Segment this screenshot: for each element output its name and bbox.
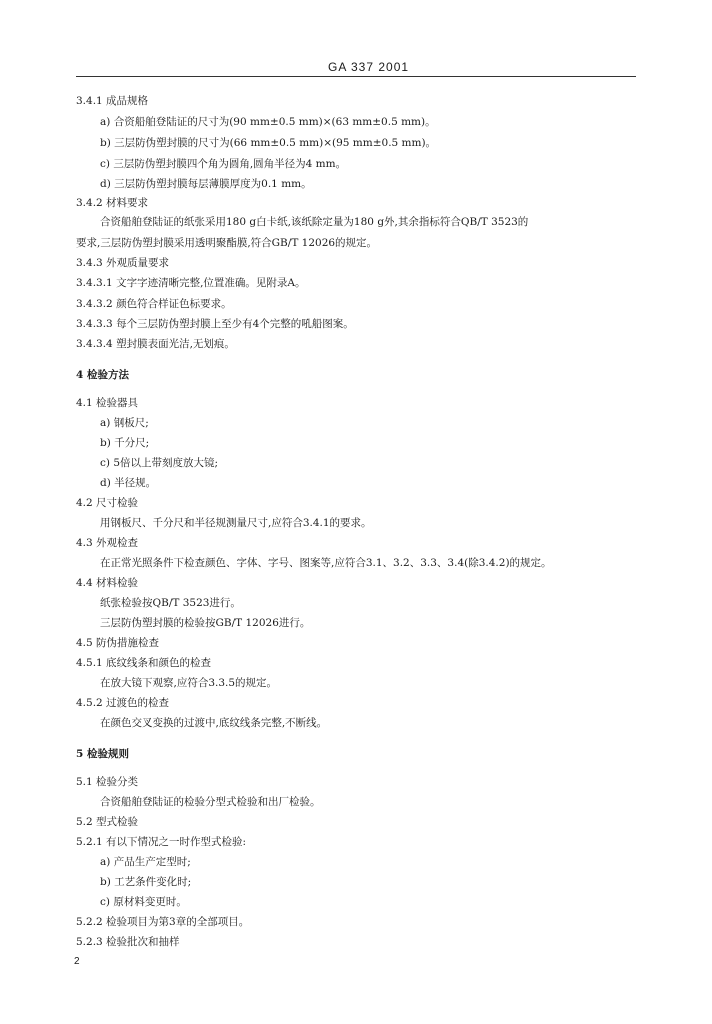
paragraph: 要求,三层防伪塑封膜采用透明聚酯膜,符合GB/T 12026的规定。 [76, 237, 378, 249]
clause-3-4-3-2: 3.4.3.2 颜色符合样证色标要求。 [76, 298, 232, 310]
heading-4-4: 4.4 材料检验 [76, 577, 139, 589]
list-item: b) 工艺条件变化时; [100, 876, 192, 888]
list-item: b) 三层防伪塑封膜的尺寸为(66 mm±0.5 mm)×(95 mm±0.5 mm)。 [100, 137, 437, 149]
heading-3-4-2: 3.4.2 材料要求 [76, 197, 149, 209]
heading-4-5-2: 4.5.2 过渡色的检查 [76, 697, 170, 709]
paragraph: 合资船舶登陆证的纸张采用180 g白卡纸,该纸除定量为180 g外,其余指标符合QB/T 3523的 [100, 216, 529, 228]
list-item: a) 钢板尺; [100, 417, 149, 429]
heading-4-2: 4.2 尺寸检验 [76, 497, 139, 509]
heading-4-1: 4.1 检验器具 [76, 397, 139, 409]
heading-3-4-3: 3.4.3 外观质量要求 [76, 257, 170, 269]
list-item: c) 三层防伪塑封膜四个角为圆角,圆角半径为4 mm。 [100, 158, 347, 170]
page-number: 2 [74, 956, 80, 967]
paragraph: 在放大镜下观察,应符合3.3.5的规定。 [100, 677, 278, 689]
heading-4-5: 4.5 防伪措施检查 [76, 637, 160, 649]
clause-5-2-3: 5.2.3 检验批次和抽样 [76, 936, 180, 948]
list-item: c) 5倍以上带刻度放大镜; [100, 457, 219, 469]
heading-5-2: 5.2 型式检验 [76, 816, 139, 828]
heading-5-1: 5.1 检验分类 [76, 776, 139, 788]
list-item: b) 千分尺; [100, 437, 150, 449]
heading-4-5-1: 4.5.1 底纹线条和颜色的检查 [76, 657, 212, 669]
paragraph: 三层防伪塑封膜的检验按GB/T 12026进行。 [100, 617, 311, 629]
list-item: d) 三层防伪塑封膜每层薄膜厚度为0.1 mm。 [100, 178, 312, 190]
section-5-title: 5 检验规则 [76, 748, 129, 760]
paragraph: 合资船舶登陆证的检验分型式检验和出厂检验。 [100, 796, 321, 808]
list-item: a) 合资船舶登陆证的尺寸为(90 mm±0.5 mm)×(63 mm±0.5 mm)。 [100, 116, 436, 128]
paragraph: 在颜色交叉变换的过渡中,底纹线条完整,不断线。 [100, 717, 328, 729]
heading-4-3: 4.3 外观检查 [76, 537, 139, 549]
section-4-title: 4 检验方法 [76, 369, 129, 381]
paragraph: 在正常光照条件下检查颜色、字体、字号、图案等,应符合3.1、3.2、3.3、3.4(除3.4.2)的规定。 [100, 557, 552, 569]
clause-5-2-2: 5.2.2 检验项目为第3章的全部项目。 [76, 916, 250, 928]
clause-5-2-1: 5.2.1 有以下情况之一时作型式检验: [76, 836, 247, 848]
paragraph: 用钢板尺、千分尺和半径规测量尺寸,应符合3.4.1的要求。 [100, 517, 372, 529]
clause-3-4-3-3: 3.4.3.3 每个三层防伪塑封膜上至少有4个完整的吼船图案。 [76, 318, 354, 330]
list-item: c) 原材料变更时。 [100, 896, 187, 908]
clause-3-4-3-1: 3.4.3.1 文字字迹清晰完整,位置准确。见附录A。 [76, 277, 306, 289]
list-item: d) 半径规。 [100, 477, 157, 489]
heading-3-4-1: 3.4.1 成品规格 [76, 95, 149, 107]
clause-3-4-3-4: 3.4.3.4 塑封膜表面光洁,无划痕。 [76, 338, 235, 350]
list-item: a) 产品生产定型时; [100, 856, 191, 868]
standard-code: GA 337 2001 [328, 60, 410, 74]
paragraph: 纸张检验按QB/T 3523进行。 [100, 597, 241, 609]
